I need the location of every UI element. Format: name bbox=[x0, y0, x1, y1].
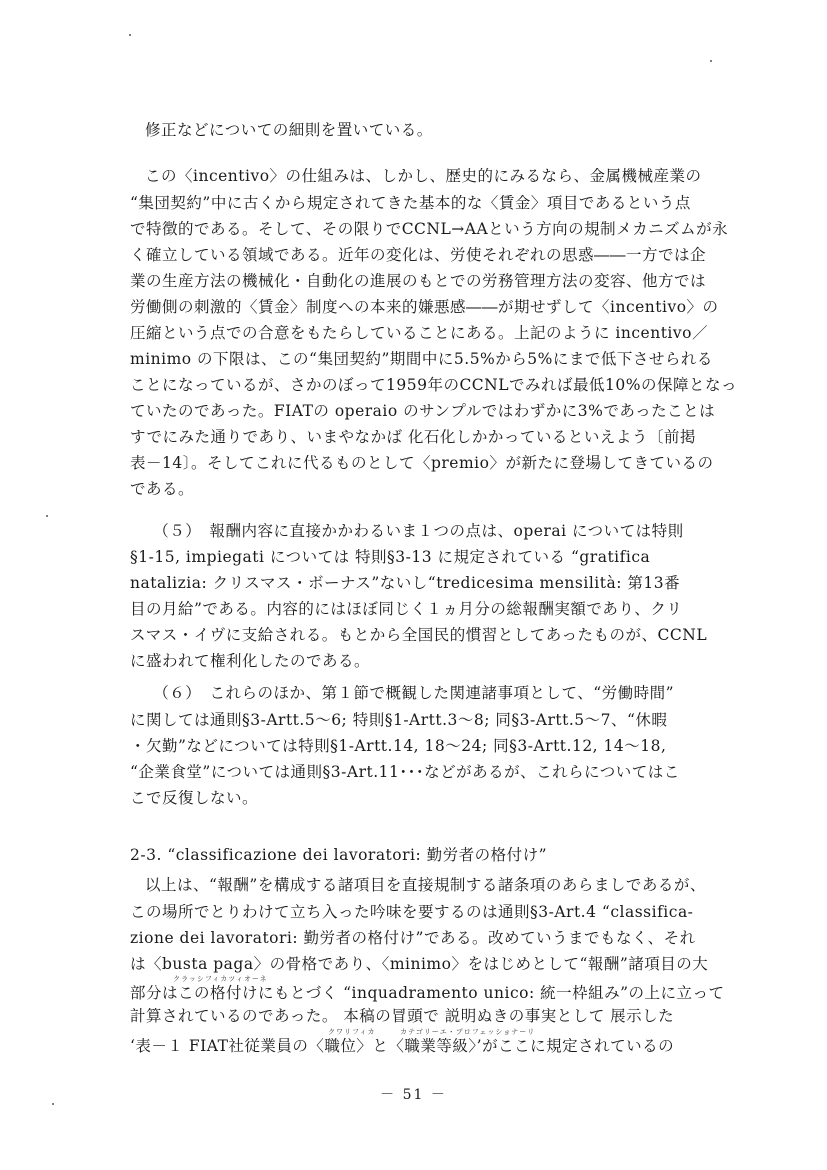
paragraph-5-line: ‘表－１ FIAT社従業員の〈職位〉と〈職業等級〉’がここに規定されているの bbox=[130, 1037, 675, 1055]
paragraph-2-line: 労働側の刺激的〈賃金〉制度への本来的嫌悪感――が期せずして〈incentivo〉の bbox=[130, 298, 719, 316]
paragraph-2-line: “集団契約”中に古くから規定されてきた基本的な〈賃金〉項目であるという点 bbox=[130, 194, 691, 212]
paragraph-3-line: §1-15, impiegati については 特則§3-13 に規定されている “gratifica bbox=[130, 548, 651, 566]
paragraph-4-line: “企業食堂”については通則§3-Art.11･･･などがあるが、これらについてはこ bbox=[130, 763, 680, 781]
paragraph-2-line: この〈incentivo〉の仕組みは、しかし、歴史的にみるなら、金属機械産業の bbox=[145, 167, 702, 185]
ruby-kakuzuke: クラッシフィカツィオーネ bbox=[173, 975, 268, 983]
paragraph-5-line: は〈busta paga〉の骨格であり、〈minimo〉をはじめとして“報酬”諸項目の大 bbox=[130, 955, 709, 973]
paragraph-3-line: natalizia: クリスマス・ボーナス”ないし“tredicesima mensilità: 第13番 bbox=[130, 574, 681, 592]
paragraph-2-line: である。 bbox=[130, 480, 195, 498]
paragraph-2-line: ことになっているが、さかのぼって1959年のCCNLでみれば最低10%の保障となっ bbox=[130, 376, 737, 394]
paragraph-3-line: 目の月給”である。内容的にはほぼ同じく１ヵ月分の総報酬実額であり、クリ bbox=[130, 600, 683, 618]
scan-speck bbox=[710, 60, 712, 62]
ruby-shokui: クワリフィカ bbox=[328, 1028, 376, 1036]
paragraph-5-line: 計算されているのであった。 本稿の冒頭で 説明ぬきの事実として 展示した bbox=[130, 1007, 675, 1025]
paragraph-3-line: （５） 報酬内容に直接かかわるいま１つの点は、operai については特則 bbox=[145, 522, 684, 540]
ruby-shokugyo-tokyu: カテゴリーエ・プロフェッショナーリ bbox=[400, 1028, 536, 1036]
paragraph-3-line: スマス・イヴに支給される。もとから全国民的慣習としてあったものが、CCNL bbox=[130, 626, 708, 644]
paragraph-5-line: この場所でとりわけて立ち入った吟味を要するのは通則§3-Art.4 “classifica- bbox=[130, 903, 694, 921]
paragraph-2-line: minimo の下限は、この“集団契約”期間中に5.5%から5%にまで低下させられる bbox=[130, 350, 713, 368]
paragraph-2-line: ていたのであった。FIATの operaio のサンプルではわずかに3%であったことは bbox=[130, 402, 716, 420]
paragraph-2-line: く確立している領域である。近年の変化は、労使それぞれの思惑――一方では企 bbox=[130, 246, 707, 264]
section-heading: 2-3. “classificazione dei lavoratori: 勤労者の格付け” bbox=[130, 846, 548, 864]
paragraph-2-line: すでにみた通りであり、いまやなかば 化石化しかかっているといえよう〔前掲 bbox=[130, 428, 696, 446]
scan-speck bbox=[46, 515, 48, 517]
scan-speck bbox=[129, 34, 131, 36]
page-number: － 51 － bbox=[380, 1087, 447, 1103]
paragraph-4-line: こで反復しない。 bbox=[130, 789, 259, 807]
paragraph-2-line: 業の生産方法の機械化・自動化の進展のもとでの労務管理方法の変容、他方では bbox=[130, 272, 707, 290]
paragraph-5-line: 以上は、“報酬”を構成する諸項目を直接規制する諸条項のあらましであるが、 bbox=[145, 876, 706, 894]
paragraph-2-line: 表－14〕。そしてこれに代るものとして〈premio〉が新たに登場してきているの bbox=[130, 454, 714, 472]
paragraph-4-line: ・欠勤”などについては特則§1-Artt.14, 18～24; 同§3-Artt.12, 14～18, bbox=[130, 737, 667, 755]
paragraph-2-line: 圧縮という点での合意をもたらしていることにある。上記のように incentivo／ bbox=[130, 324, 708, 342]
paragraph-3-line: に盛われて権利化したのである。 bbox=[130, 652, 371, 670]
paragraph-1-line: 修正などについての細則を置いている。 bbox=[145, 121, 433, 139]
paragraph-5-line: 部分はこの格付けにもとづく “inquadramento unico: 統一枠組み”の上に立って bbox=[130, 984, 725, 1002]
paragraph-5-line: zione dei lavoratori: 勤労者の格付け”である。改めていうまでもなく、それ bbox=[130, 929, 696, 947]
paragraph-2-line: で特徴的である。そして、その限りでCCNL→AAという方向の規制メカニズムが永 bbox=[130, 220, 729, 238]
paragraph-4-line: に関しては通則§3-Artt.5～6; 特則§1-Artt.3～8; 同§3-Artt.5～7、“休暇 bbox=[130, 711, 668, 729]
paragraph-4-line: （６） これらのほか、第１節で概観した関連諸事項として、“労働時間” bbox=[145, 684, 675, 702]
